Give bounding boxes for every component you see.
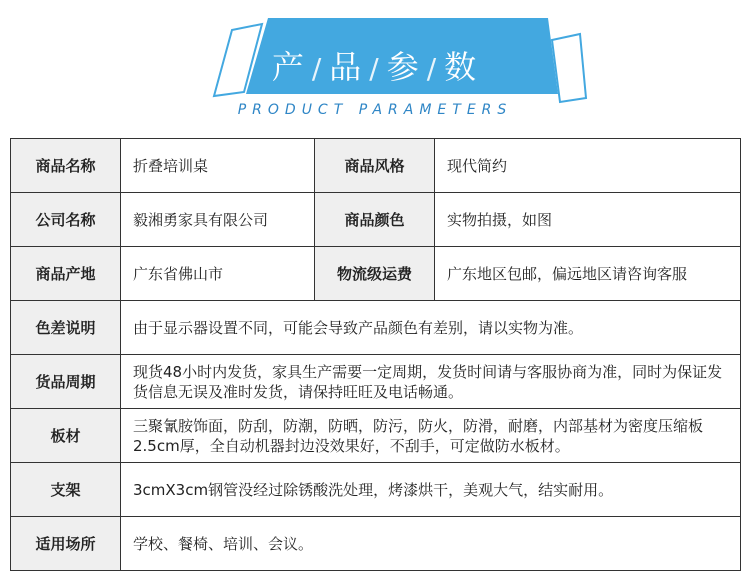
param-label: 商品名称: [11, 139, 121, 193]
table-row: [11, 409, 741, 463]
page-subtitle: PRODUCT PARAMETERS: [237, 102, 513, 118]
param-label: 货品周期: [11, 355, 121, 409]
param-label: 板材: [11, 409, 121, 463]
table-row: [11, 139, 741, 193]
param-label: 适用场所: [11, 517, 121, 571]
parameters-table: [10, 138, 741, 571]
title-char: 品: [329, 48, 364, 86]
table-row: [11, 247, 741, 301]
table-row: [11, 463, 741, 517]
table-row: [11, 517, 741, 571]
param-label: 支架: [11, 463, 121, 517]
table-row: [11, 193, 741, 247]
table-row: [11, 355, 741, 409]
param-label: 商品产地: [11, 247, 121, 301]
page-title: [0, 42, 750, 88]
param-value: 毅湘勇家具有限公司: [121, 193, 315, 247]
param-value: 学校、餐椅、培训、会议。: [121, 517, 741, 571]
title-char: 产: [271, 48, 306, 86]
param-label: 色差说明: [11, 301, 121, 355]
param-value: 三聚氰胺饰面，防刮，防潮，防晒，防污，防火，防滑，耐磨，内部基材为密度压缩板2.5cm厚，全自动机器封边没效果好，不刮手，可定做防水板材。: [121, 409, 741, 463]
title-separator: /: [311, 52, 324, 85]
param-value: 折叠培训桌: [121, 139, 315, 193]
title-char: 参: [386, 48, 421, 86]
param-value: 由于显示器设置不同，可能会导致产品颜色有差别，请以实物为准。: [121, 301, 741, 355]
param-label: 商品风格: [315, 139, 435, 193]
title-separator: /: [426, 52, 439, 85]
param-value: 现货48小时内发货，家具生产需要一定周期，发货时间请与客服协商为准，同时为保证发货信息无误及准时发货，请保持旺旺及电话畅通。: [121, 355, 741, 409]
header-banner: [0, 0, 750, 130]
param-value: 实物拍摄，如图: [435, 193, 741, 247]
param-value: 广东地区包邮，偏远地区请咨询客服: [435, 247, 741, 301]
param-label: 公司名称: [11, 193, 121, 247]
title-char: 数: [444, 48, 479, 86]
param-label: 物流级运费: [315, 247, 435, 301]
param-value: 3cmX3cm钢管没经过除锈酸洗处理，烤漆烘干，美观大气，结实耐用。: [121, 463, 741, 517]
param-label: 商品颜色: [315, 193, 435, 247]
table-row: [11, 301, 741, 355]
param-value: 现代简约: [435, 139, 741, 193]
param-value: 广东省佛山市: [121, 247, 315, 301]
title-separator: /: [369, 52, 381, 85]
